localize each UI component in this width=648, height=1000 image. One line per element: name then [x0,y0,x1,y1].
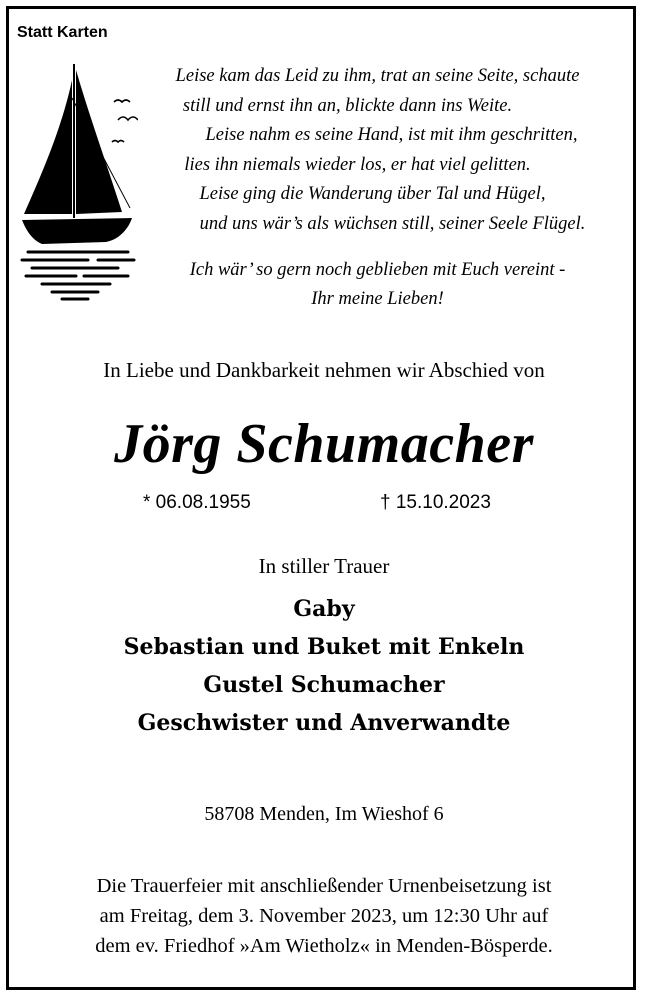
family-address: 58708 Menden, Im Wieshof 6 [204,803,444,825]
poem-line: Leise kam das Leid zu ihm, trat an seine Seite, schaute [175,66,580,86]
funeral-line: dem ev. Friedhof »Am Wietholz« in Menden-Bösperde. [95,935,553,957]
poem-line: lies ihn niemals wieder los, er hat viel gelitten. [184,154,531,175]
poem-closing [120,256,635,314]
farewell-intro: In Liebe und Dankbarkeit nehmen wir Abschied von [103,358,545,382]
poem-verse [120,62,635,239]
poem-line: und uns wär’s als wüchsen still, seiner Seele Flügel. [199,213,586,234]
deceased-name: Jörg Schumacher [114,413,534,475]
poem-closing-line: Ihr meine Lieben! [311,289,444,309]
mourner-name: Geschwister und Anverwandte [137,710,511,736]
funeral-details [0,871,648,961]
poem-line: Leise ging die Wanderung über Tal und Hügel, [199,184,546,204]
mourner-name: Gaby [293,596,355,622]
mourners-label: In stiller Trauer [258,554,390,578]
birth-date: * 06.08.1955 [143,492,251,513]
death-date: † 15.10.2023 [380,492,491,513]
poem-line: still und ernst ihn an, blickte dann ins Weite. [182,95,513,116]
poem-closing-line: Ich wär’ so gern noch geblieben mit Euch vereint - [189,260,566,280]
mourners-list [0,590,648,742]
funeral-line: am Freitag, dem 3. November 2023, um 12:30 Uhr auf [99,905,549,927]
funeral-line: Die Trauerfeier mit anschließender Urnenbeisetzung ist [96,875,552,897]
poem-line: Leise nahm es seine Hand, ist mit ihm geschritten, [205,125,578,145]
mourner-name: Gustel Schumacher [203,672,445,698]
header-tag: Statt Karten [17,24,108,41]
mourner-name: Sebastian und Buket mit Enkeln [123,634,525,660]
